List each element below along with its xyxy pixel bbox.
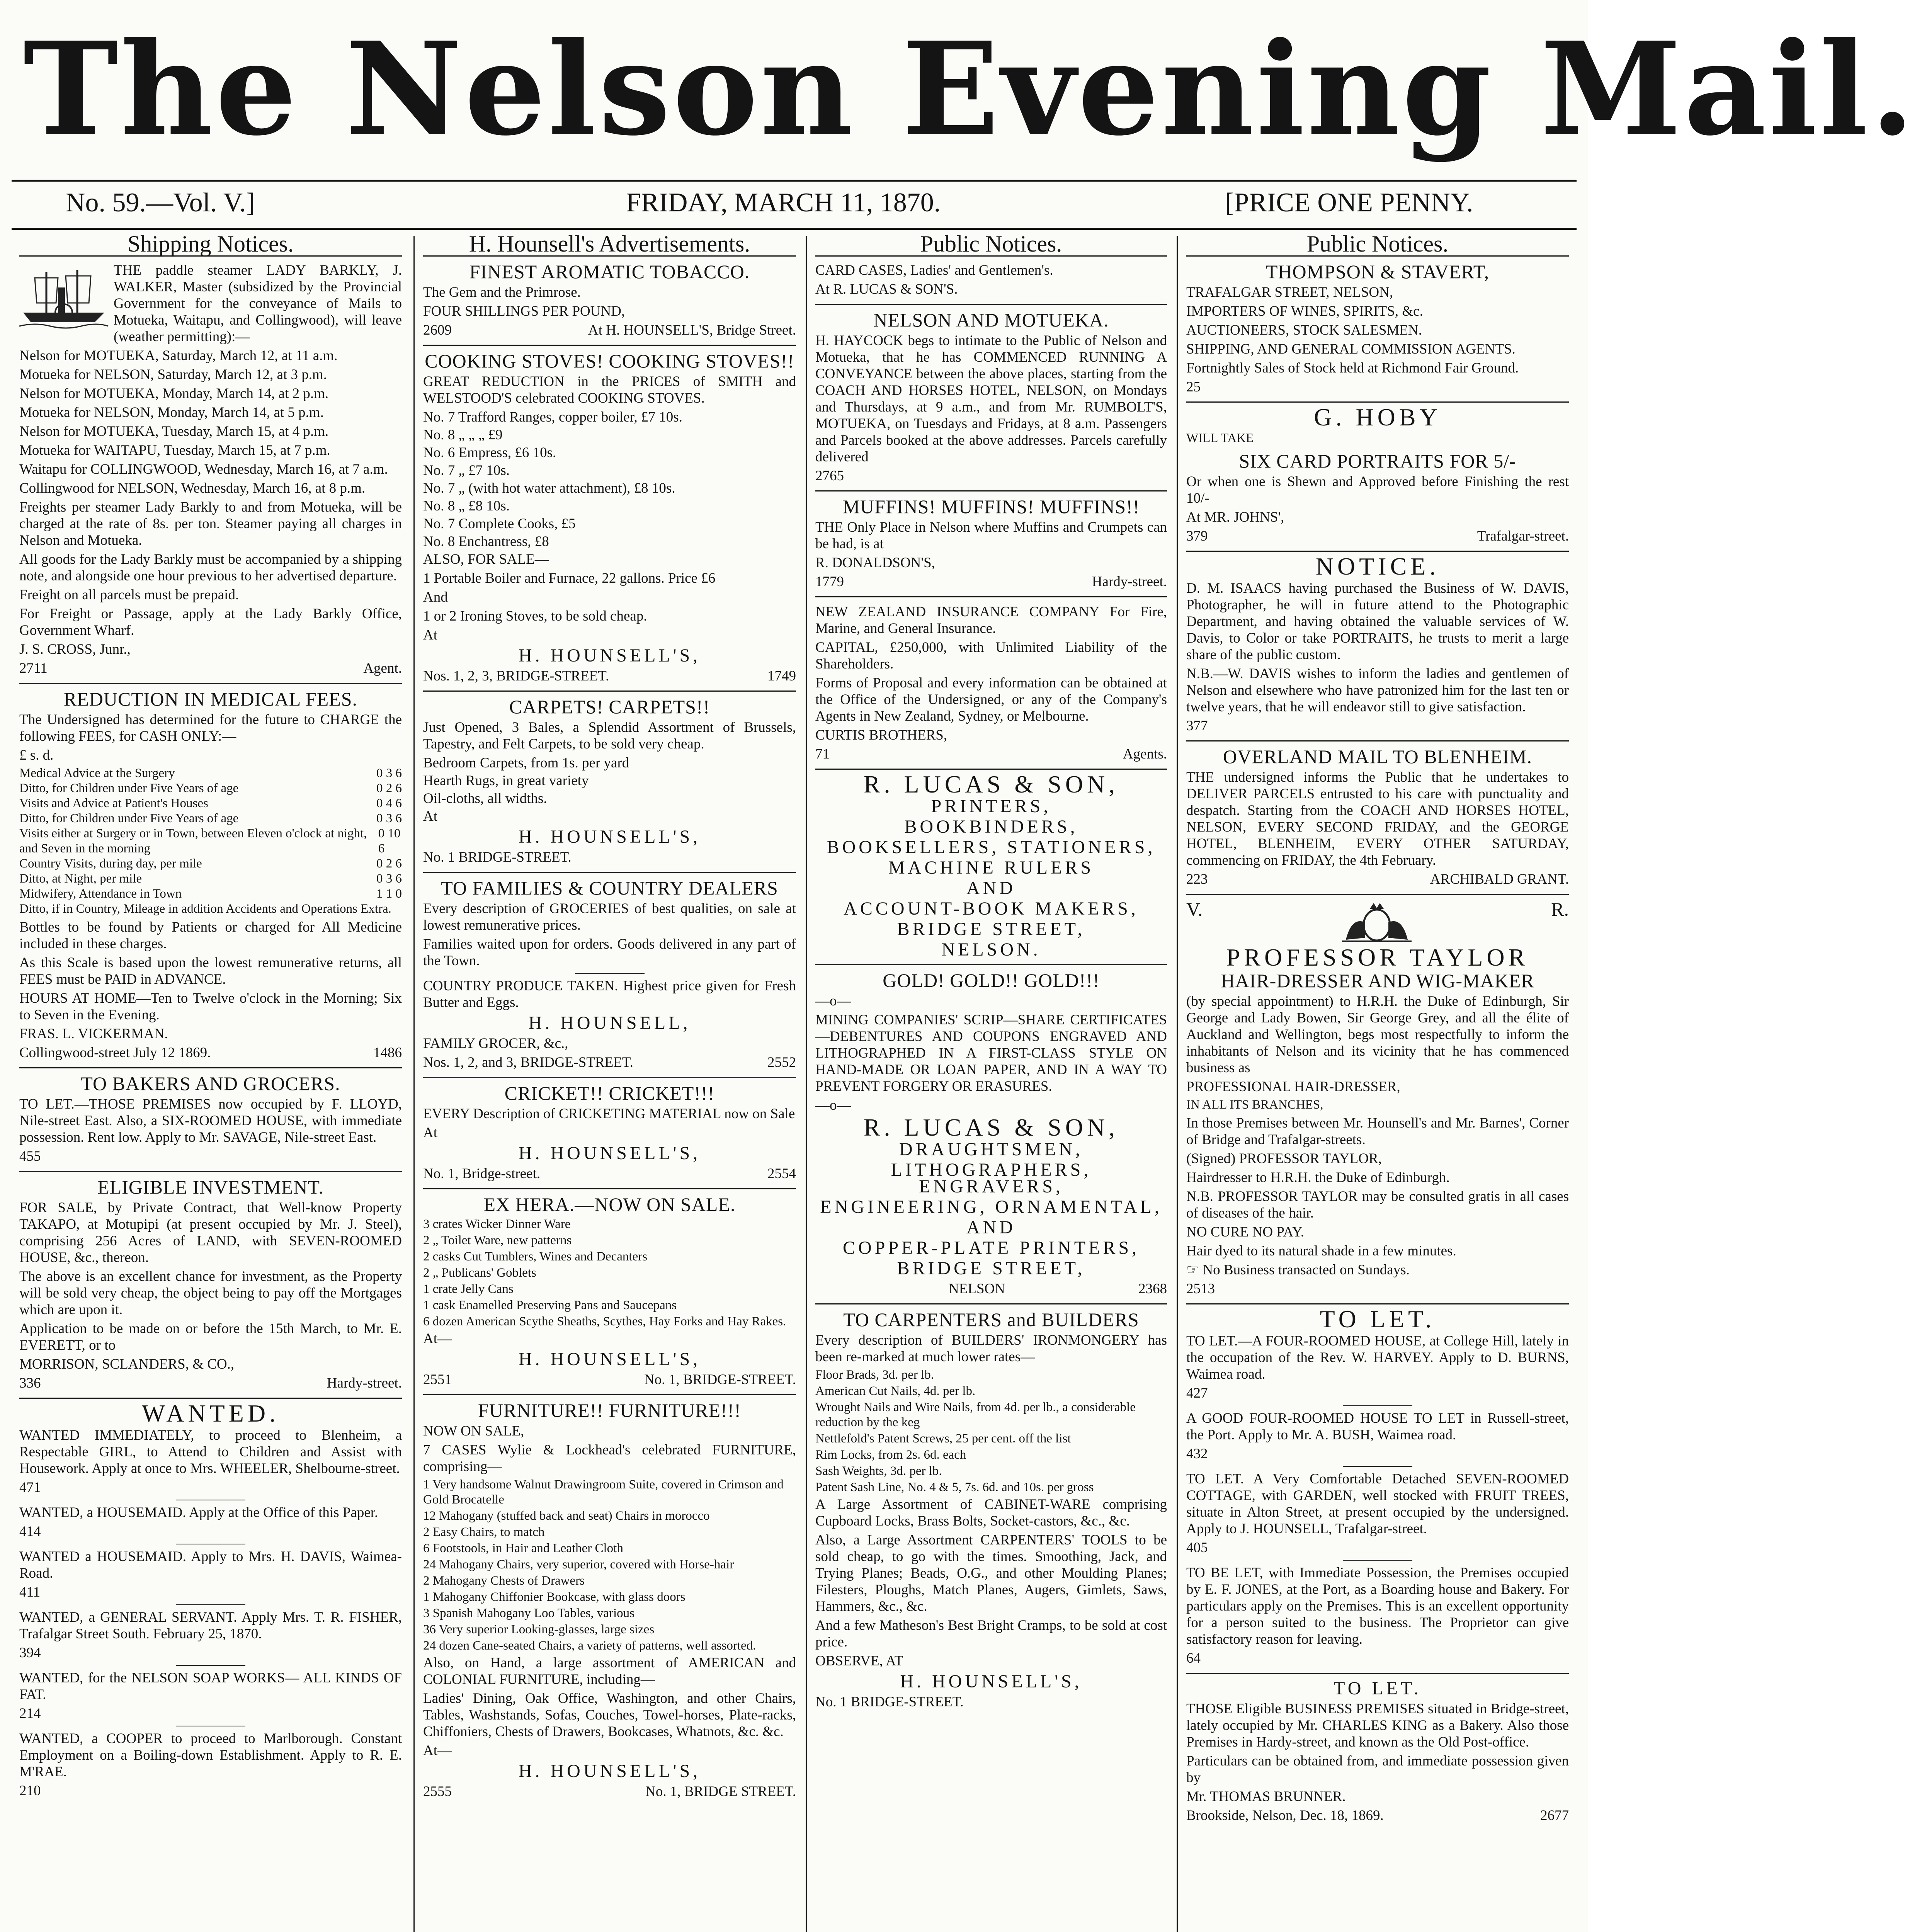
divider	[815, 490, 1167, 492]
divider	[815, 596, 1167, 597]
hera-item: 1 crate Jelly Cans	[423, 1282, 514, 1296]
stoves-intro: GREAT REDUCTION in the PRICES of SMITH and WELSTOOD'S celebrated COOKING STOVES.	[423, 374, 796, 406]
stove-item: No. 8 „ £8 10s.	[423, 498, 510, 514]
grocer-name: H. HOUNSELL,	[528, 1013, 691, 1033]
taylor-signed: (Signed) PROFESSOR TAYLOR,	[1186, 1151, 1382, 1167]
fees-bottles: Bottles to be found by Patients or charged for All Medicine included in these charges.	[19, 919, 402, 952]
royal-arms-icon	[1334, 901, 1419, 944]
lucas-name: R. LUCAS & SON,	[863, 1114, 1119, 1141]
carpets-address: No. 1 BRIDGE-STREET.	[423, 849, 572, 865]
ad-number: 2552	[767, 1054, 796, 1070]
investment-address: Hardy-street.	[327, 1375, 402, 1391]
divider	[1186, 740, 1569, 742]
divider	[815, 304, 1167, 305]
lucas-line: BRIDGE STREET,	[897, 919, 1085, 939]
tobacco-address: At H. HOUNSELL'S, Bridge Street.	[588, 322, 796, 338]
ironmongery-item: Patent Sash Line, No. 4 & 5, 7s. 6d. and 10s. per gross	[815, 1480, 1094, 1494]
brunner-date: Brookside, Nelson, Dec. 18, 1869.	[1186, 1808, 1384, 1823]
cards-signature: At R. LUCAS & SON'S.	[815, 281, 958, 297]
issue-date: FRIDAY, MARCH 11, 1870.	[626, 188, 941, 218]
divider	[575, 973, 645, 974]
hounsell-name: H. HOUNSELL'S,	[518, 1143, 701, 1163]
sailing-item: Motueka for NELSON, Saturday, March 12, at 3 p.m.	[19, 367, 327, 383]
divider	[423, 872, 796, 873]
divider	[1343, 1466, 1412, 1467]
lucas-line: PRINTERS,	[931, 796, 1051, 816]
divider	[815, 964, 1167, 965]
fees-scale: As this Scale is based upon the lowest remunerative returns, all FEES must be PAID in ADVANCE.	[19, 955, 402, 987]
stoves-irons: 1 or 2 Ironing Stoves, to be sold cheap.	[423, 608, 647, 624]
ad-number: 336	[19, 1375, 41, 1391]
divider	[815, 1303, 1167, 1304]
taylor-subheading: HAIR-DRESSER AND WIG-MAKER	[1221, 970, 1534, 992]
masthead-rule	[12, 180, 1577, 182]
ironmongery-list	[815, 1367, 1167, 1495]
families-text: Every description of GROCERIES of best qualities, on sale at lowest remunerative prices.	[423, 901, 796, 933]
stove-item: No. 7 „ £7 10s.	[423, 463, 510, 478]
hoby-heading: G. HOBY	[1314, 403, 1441, 431]
divider	[1343, 1405, 1412, 1406]
stove-item: No. 8 „ „ „ £9	[423, 427, 503, 443]
column-header: H. Hounsell's Advertisements.	[423, 236, 796, 257]
sailing-item: Motueka for WAITAPU, Tuesday, March 15, at 7 p.m.	[19, 442, 330, 458]
ad-number: 411	[19, 1584, 41, 1600]
divider	[423, 1394, 796, 1395]
hounsell-name: H. HOUNSELL'S,	[518, 827, 701, 847]
furniture-heading: FURNITURE!! FURNITURE!!!	[478, 1400, 741, 1421]
carpenters-cramps: And a few Matheson's Best Bright Cramps, to be sold at cost price.	[815, 1617, 1167, 1650]
families-heading: TO FAMILIES & COUNTRY DEALERS	[441, 877, 778, 899]
ironmongery-item: Floor Brads, 3d. per lb.	[815, 1368, 934, 1382]
carpenters-tools: Also, a Large Assortment CARPENTERS' TOOLS to be sold cheap, to go with the times. Smoothing, Jack, and Trying Planes; Beads, O.G., and other Moulding Planes; Filesters, Ploughs, Match Planes, Augers, Gimlets, Saws, Hammers, &c., &c.	[815, 1532, 1167, 1614]
fee-row: Medical Advice at the Surgery 0 3 6	[19, 766, 402, 780]
sailing-item: Nelson for MOTUEKA, Monday, March 14, at 2 p.m.	[19, 386, 329, 401]
lucas-line: AND	[966, 878, 1016, 898]
hera-item: 2 „ Toilet Ware, new patterns	[423, 1233, 572, 1247]
fee-row: Ditto, at Night, per mile 0 3 6	[19, 872, 402, 886]
muffins-signature: R. DONALDSON'S,	[815, 555, 935, 571]
to-let-ad: THOSE Eligible BUSINESS PREMISES situated in Bridge-street, lately occupied by Mr. CHARLES KING as a Bakery. Also those Premises in Hardy-street, and known as the Old Post-office.	[1186, 1701, 1569, 1750]
to-let-heading: TO LET.	[1320, 1305, 1436, 1333]
ad-number: 2609	[423, 322, 452, 338]
ad-number: 379	[1186, 528, 1208, 544]
insurance-text: Forms of Proposal and every information can be obtained at the Office of the Undersigned, or any of the Company's Agents in New Zealand, Sydney, or Melbourne.	[815, 675, 1167, 724]
carpenters-address: No. 1 BRIDGE-STREET.	[815, 1694, 964, 1710]
ironmongery-item: Nettlefold's Patent Screws, 25 per cent. off the list	[815, 1432, 1071, 1446]
fees-date: Collingwood-street July 12 1869.	[19, 1045, 211, 1061]
divider	[423, 345, 796, 346]
ad-number: 2551	[423, 1372, 452, 1388]
hera-heading: EX HERA.—NOW ON SALE.	[483, 1194, 736, 1215]
ts-importers: IMPORTERS OF WINES, SPIRITS, &c.	[1186, 303, 1423, 319]
divider	[19, 1398, 402, 1399]
observe-label: OBSERVE, AT	[815, 1653, 903, 1669]
ad-number: 223	[1186, 871, 1208, 887]
taylor-title: Hairdresser to H.R.H. the Duke of Edinburgh.	[1186, 1170, 1450, 1185]
hounsell-name: H. HOUNSELL'S,	[518, 1349, 701, 1369]
lucas-line: COPPER-PLATE PRINTERS,	[842, 1238, 1140, 1258]
lucas-line: BOOKSELLERS, STATIONERS,	[827, 837, 1156, 857]
stoves-heading: COOKING STOVES! COOKING STOVES!!	[425, 350, 794, 372]
divider	[1186, 551, 1569, 552]
furniture-address: No. 1, BRIDGE STREET.	[645, 1784, 796, 1799]
newspaper-title: The Nelson Evening Mail.	[23, 14, 1917, 164]
ironmongery-item: Wrought Nails and Wire Nails, from 4d. per lb., a considerable reduction by the keg	[815, 1400, 1136, 1429]
lucas-line: BRIDGE STREET,	[897, 1258, 1085, 1279]
column-separator	[1177, 236, 1178, 1932]
to-let-ad: TO LET. A Very Comfortable Detached SEVEN-ROOMED COTTAGE, with GARDEN, well stocked with FRUIT TREES, situate in Alton Street, at present occupied by the undersigned. Apply to J. HOUNSELL, Trafalgar-street.	[1186, 1471, 1569, 1537]
at-label: At	[423, 808, 437, 824]
lucas-line: ACCOUNT-BOOK MAKERS,	[844, 898, 1139, 919]
at-label: At—	[423, 1331, 452, 1347]
insurance-heading: NEW ZEALAND INSURANCE COMPANY For Fire, Marine, and General Insurance.	[815, 604, 1167, 636]
ornament: —o—	[815, 993, 851, 1009]
furniture-item: 2 Mahogany Chests of Drawers	[423, 1574, 585, 1588]
royal-arms-row	[1186, 898, 1569, 944]
investment-text: The above is an excellent chance for investment, as the Property will be sold very cheap, the object being to pay off the Mortgages which are upon it.	[19, 1269, 402, 1318]
to-let-ad: Particulars can be obtained from, and immediate possession given by	[1186, 1753, 1569, 1786]
overland-heading: OVERLAND MAIL TO BLENHEIM.	[1223, 746, 1533, 767]
ad-number: 432	[1186, 1446, 1208, 1462]
taylor-text: (by special appointment) to H.R.H. the Duke of Edinburgh, Sir George and Lady Bowen, Sir George Grey, and all the élite of Auckland and Wellington, begs most respectfully to inform the inhabitants of Nelson and its vicinity that he has commenced business as	[1186, 993, 1569, 1076]
tobacco-sub: The Gem and the Primrose.	[423, 284, 581, 300]
divider	[1186, 894, 1569, 895]
vr-r: R.	[1551, 898, 1569, 920]
ts-sales: Fortnightly Sales of Stock held at Richmond Fair Ground.	[1186, 360, 1519, 376]
fee-row: Ditto, for Children under Five Years of age 0 2 6	[19, 781, 402, 795]
ad-number: 2711	[19, 660, 48, 676]
stove-item: No. 8 Enchantress, £8	[423, 534, 549, 549]
vr-v: V.	[1186, 898, 1203, 920]
fees-extra: Ditto, if in Country, Mileage in addition Accidents and Operations Extra.	[19, 902, 391, 916]
fee-row: Visits either at Surgery or in Town, between Eleven o'clock at night, and Seven in the morning 0 10 6	[19, 827, 401, 855]
at-label: At	[423, 1125, 437, 1141]
furniture-also: Also, on Hand, a large assortment of AMERICAN and COLONIAL FURNITURE, including—	[423, 1655, 796, 1687]
column-hounsell	[423, 231, 796, 1932]
ad-number: 2677	[1540, 1808, 1569, 1823]
investment-heading: ELIGIBLE INVESTMENT.	[97, 1176, 324, 1198]
investment-text: FOR SALE, by Private Contract, that Well-know Property TAKAPO, at Motupipi (at present occupied by Mr. J. Steel), comprising 256 Acres of LAND, with SEVEN-ROOMED HOUSE, &c., thereon.	[19, 1200, 402, 1265]
sailing-list	[19, 347, 402, 497]
column-header: Public Notices.	[815, 236, 1167, 257]
taylor-dyed: Hair dyed to its natural shade in a few minutes.	[1186, 1243, 1456, 1259]
column-header: Shipping Notices.	[19, 236, 402, 257]
furniture-item: 1 Very handsome Walnut Drawingroom Suite, covered in Crimson and Gold Brocatelle	[423, 1478, 784, 1507]
furniture-item: 6 Footstools, in Hair and Leather Cloth	[423, 1541, 623, 1555]
hera-item: 1 cask Enamelled Preserving Pans and Saucepans	[423, 1298, 677, 1312]
column-separator	[413, 236, 415, 1932]
investment-signature: MORRISON, SCLANDERS, & CO.,	[19, 1356, 235, 1372]
carpenters-intro: Every description of BUILDERS' IRONMONGERY has been re-marked at much lower rates—	[815, 1332, 1167, 1365]
ad-number: 2765	[815, 468, 844, 484]
stoves-address: Nos. 1, 2, 3, BRIDGE-STREET.	[423, 668, 609, 684]
to-let-ad: TO BE LET, with Immediate Possession, the Premises occupied by E. F. JONES, at the Port, as a Boarding house and Bakery. For particulars apply on the Premises. This is an excellent opportunity for a person suited to the business. The Proprietor can give satisfactory reason for leaving.	[1186, 1565, 1569, 1647]
ad-number: 394	[19, 1645, 41, 1661]
stoves-also-text: 1 Portable Boiler and Furnace, 22 gallons. Price £6	[423, 570, 716, 586]
lucas-city: NELSON	[949, 1281, 1005, 1297]
fees-intro: The Undersigned has determined for the future to CHARGE the following FEES, for CASH ONLY:—	[19, 712, 402, 744]
divider	[815, 769, 1167, 770]
lucas-name: R. LUCAS & SON,	[863, 770, 1119, 798]
sailing-item: Nelson for MOTUEKA, Tuesday, March 15, at 4 p.m.	[19, 423, 329, 439]
freight-text: Freight on all parcels must be prepaid.	[19, 587, 239, 603]
stove-item: No. 7 Complete Cooks, £5	[423, 516, 576, 532]
furniture-also: Ladies' Dining, Oak Office, Washington, and other Chairs, Tables, Washstands, Sofas, Couches, Towel-horses, Plate-racks, Chiffoniers, Chests of Drawers, Bookcases, Whatnots, &c. &c.	[423, 1690, 796, 1740]
sailing-item: Motueka for NELSON, Monday, March 14, at 5 p.m.	[19, 405, 324, 420]
taylor-profession: PROFESSIONAL HAIR-DRESSER,	[1186, 1079, 1400, 1095]
furniture-item: 12 Mahogany (stuffed back and seat) Chairs in morocco	[423, 1509, 710, 1523]
wanted-ad: WANTED a HOUSEMAID. Apply to Mrs. H. DAVIS, Waimea-Road.	[19, 1549, 402, 1581]
taylor-branches: IN ALL ITS BRANCHES,	[1186, 1098, 1323, 1112]
dateline-rule	[12, 228, 1577, 230]
lucas-line: BOOKBINDERS,	[904, 816, 1078, 837]
ad-number: 210	[19, 1783, 41, 1799]
carpet-item: Bedroom Carpets, from 1s. per yard	[423, 755, 629, 771]
ornament: —o—	[815, 1097, 851, 1113]
freight-text: All goods for the Lady Barkly must be accompanied by a shipping note, and alongside one hour previous to her advertised departure.	[19, 551, 402, 584]
furniture-item: 3 Spanish Mahogany Loo Tables, various	[423, 1606, 635, 1620]
hoby-text: Or when one is Shewn and Approved before Finishing the rest 10/-	[1186, 474, 1569, 506]
ts-address: TRAFALGAR STREET, NELSON,	[1186, 284, 1393, 300]
stoves-list	[423, 409, 796, 550]
gold-heading: GOLD! GOLD!! GOLD!!!	[883, 969, 1100, 991]
lucas-line: NELSON.	[941, 939, 1041, 960]
masthead	[23, 8, 1917, 178]
divider	[176, 1604, 245, 1605]
stoves-also: ALSO, FOR SALE—	[423, 551, 549, 567]
overland-signature: ARCHIBALD GRANT.	[1430, 871, 1569, 887]
hounsell-name: H. HOUNSELL'S,	[518, 645, 701, 666]
wanted-ad: WANTED IMMEDIATELY, to proceed to Blenheim, a Respectable GIRL, to Attend to Children and Assist with Housework. Apply at once to Mrs. WHEELER, Shelbourne-street.	[19, 1427, 402, 1476]
cricket-address: No. 1, Bridge-street.	[423, 1166, 541, 1182]
hera-address: No. 1, BRIDGE-STREET.	[644, 1372, 796, 1388]
gold-text: MINING COMPANIES' SCRIP—SHARE CERTIFICATES—DEBENTURES AND COUPONS ENGRAVED AND LITHOGRAPHED IN A FIRST-CLASS STYLE ON HAND-MADE OR LOAN PAPER, AND IN A WAY TO PREVENT FORGERY OR ERASURES.	[815, 1012, 1167, 1094]
conveyance-text: H. HAYCOCK begs to intimate to the Public of Nelson and Motueka, that he has COMMENCED RUNNING A CONVEYANCE between the above places, starting from the COACH AND HORSES HOTEL, NELSON, on Mondays and Thursdays, at 9 a.m., and from Mr. RUMBOLT'S, MOTUEKA, on Tuesdays and Fridays, at 8 a.m. Passengers and Parcels booked at the above addresses. Parcels carefully delivered	[815, 333, 1167, 465]
sailing-item: Waitapu for COLLINGWOOD, Wednesday, March 16, at 7 a.m.	[19, 461, 388, 477]
stove-item: No. 6 Empress, £6 10s.	[423, 445, 556, 461]
grocer-title: FAMILY GROCER, &c.,	[423, 1036, 568, 1051]
agent-label: Agent.	[363, 660, 402, 676]
agents-label: Agents.	[1123, 746, 1167, 762]
brunner-signature: Mr. THOMAS BRUNNER.	[1186, 1789, 1346, 1804]
issue-price: [PRICE ONE PENNY.	[1225, 188, 1473, 218]
dateline	[23, 187, 1565, 222]
cabinet-ware: A Large Assortment of CABINET-WARE comprising Cupboard Locks, Brass Bolts, Socket-castors, &c., &c.	[815, 1497, 1167, 1529]
divider	[1186, 1673, 1569, 1674]
sailing-item: Nelson for MOTUEKA, Saturday, March 12, at 11 a.m.	[19, 348, 338, 364]
carpets-text: Just Opened, 3 Bales, a Splendid Assortment of Brussels, Tapestry, and Felt Carpets, to be sold very cheap.	[423, 719, 796, 752]
ironmongery-item: American Cut Nails, 4d. per lb.	[815, 1384, 976, 1398]
conveyance-heading: NELSON AND MOTUEKA.	[873, 309, 1109, 331]
furniture-item: 2 Easy Chairs, to match	[423, 1525, 545, 1539]
ad-number: 1749	[767, 668, 796, 684]
sailing-item: Collingwood for NELSON, Wednesday, March 16, at 8 p.m.	[19, 480, 366, 496]
insurance-capital: CAPITAL, £250,000, with Unlimited Liability of the Shareholders.	[815, 639, 1167, 672]
isaacs-text: D. M. ISAACS having purchased the Business of W. DAVIS, Photographer, he will in future attend to the Photographic Department, and having obtained the valuable services of W. Davis, to Color or take PORTRAITS, he trusts to merit a large share of the public custom.	[1186, 580, 1569, 663]
insurance-signature: CURTIS BROTHERS,	[815, 727, 947, 743]
fees-currency-header: £ s. d.	[19, 747, 54, 763]
cards-text: CARD CASES, Ladies' and Gentlemen's.	[815, 262, 1053, 278]
hoby-at: At MR. JOHNS',	[1186, 509, 1284, 525]
ad-number: 405	[1186, 1540, 1208, 1556]
hera-list	[423, 1217, 796, 1329]
carpets-list	[423, 755, 796, 807]
ts-auctioneers: AUCTIONEERS, STOCK SALESMEN.	[1186, 322, 1422, 338]
divider	[423, 1077, 796, 1078]
hera-item: 2 „ Publicans' Goblets	[423, 1266, 536, 1280]
carpet-item: Oil-cloths, all widths.	[423, 791, 547, 806]
ts-heading: THOMPSON & STAVERT,	[1266, 261, 1490, 282]
steamer-icon	[19, 264, 108, 330]
grocer-address: Nos. 1, 2, and 3, BRIDGE-STREET.	[423, 1054, 633, 1070]
fees-signature: FRAS. L. VICKERMAN.	[19, 1026, 168, 1042]
divider	[1186, 401, 1569, 403]
ad-number: 2554	[767, 1166, 796, 1182]
lucas-line: DRAUGHTSMEN,	[899, 1139, 1083, 1160]
carpet-item: Hearth Rugs, in great variety	[423, 773, 589, 789]
column-public-notices-1	[815, 231, 1167, 1932]
divider	[1186, 1303, 1569, 1304]
divider	[19, 1067, 402, 1068]
fee-row: Country Visits, during day, per mile 0 2 6	[19, 857, 402, 871]
steamer-signature: J. S. CROSS, Junr.,	[19, 641, 131, 657]
furniture-item: 24 Mahogany Chairs, very superior, covered with Horse-hair	[423, 1558, 734, 1571]
issue-number: No. 59.—Vol. V.]	[66, 188, 255, 218]
carpets-heading: CARPETS! CARPETS!!	[509, 696, 710, 718]
freight-text: For Freight or Passage, apply at the Lady Barkly Office, Government Wharf.	[19, 606, 402, 638]
fees-table	[19, 766, 402, 901]
ad-number: 471	[19, 1480, 41, 1495]
divider	[1343, 1560, 1412, 1561]
stove-item: No. 7 „ (with hot water attachment), £8 10s.	[423, 480, 675, 496]
divider	[423, 1188, 796, 1189]
muffins-text: THE Only Place in Nelson where Muffins and Crumpets can be had, is at	[815, 519, 1167, 552]
ironmongery-item: Rim Locks, from 2s. 6d. each	[815, 1448, 966, 1462]
tobacco-price: FOUR SHILLINGS PER POUND,	[423, 303, 625, 319]
ad-number: 427	[1186, 1385, 1208, 1401]
lucas-line: AND	[966, 1217, 1016, 1238]
to-let-ad: A GOOD FOUR-ROOMED HOUSE TO LET in Russell-street, the Port. Apply to Mr. A. BUSH, Waimea road.	[1186, 1410, 1569, 1443]
column-header: Public Notices.	[1186, 236, 1569, 257]
hera-item: 3 crates Wicker Dinner Ware	[423, 1217, 571, 1231]
at-label: At	[423, 627, 437, 643]
divider	[19, 1171, 402, 1172]
davis-text: N.B.—W. DAVIS wishes to inform the ladies and gentlemen of Nelson and elsewhere who have patronized him for the last ten or twelve years, that he will endeavor still to give satisfaction.	[1186, 666, 1569, 715]
overland-text: THE undersigned informs the Public that he undertakes to DELIVER PARCELS entrusted to his care with punctuality and despatch. Starting from the COACH AND HORSES HOTEL, NELSON, EVERY SECOND FRIDAY, and the GEORGE HOTEL, BLENHEIM, EVERY OTHER SATURDAY, commencing on FRIDAY, the 4th February.	[1186, 769, 1569, 868]
families-text: Families waited upon for orders. Goods delivered in any part of the Town.	[423, 936, 796, 969]
to-let-ad: TO LET.—A FOUR-ROOMED HOUSE, at College Hill, lately in the occupation of the Rev. W. HARVEY. Apply to D. BURNS, Waimea road.	[1186, 1333, 1569, 1382]
wanted-heading: WANTED.	[141, 1400, 280, 1427]
ad-number: 2368	[1138, 1281, 1167, 1297]
ironmongery-item: Sash Weights, 3d. per lb.	[815, 1464, 942, 1478]
ad-number: 377	[1186, 718, 1208, 734]
fee-row: Ditto, for Children under Five Years of age 0 3 6	[19, 811, 402, 825]
to-let-heading: TO LET.	[1334, 1678, 1422, 1699]
hoby-will: WILL TAKE	[1186, 431, 1254, 445]
hera-item: 2 casks Cut Tumblers, Wines and Decanters	[423, 1250, 648, 1264]
lucas-line: LITHOGRAPHERS, ENGRAVERS,	[891, 1160, 1092, 1197]
column-separator	[806, 236, 807, 1932]
furniture-item: 1 Mahogany Chiffonier Bookcase, with glass doors	[423, 1590, 685, 1604]
ad-number: 455	[19, 1148, 41, 1164]
taylor-nb: N.B. PROFESSOR TAYLOR may be consulted gratis in all cases of diseases of the hair.	[1186, 1189, 1569, 1221]
fees-heading: REDUCTION IN MEDICAL FEES.	[63, 688, 358, 710]
stove-item: No. 7 Trafford Ranges, copper boiler, £7 10s.	[423, 409, 682, 425]
notice-heading: NOTICE.	[1315, 553, 1440, 580]
bakers-text: TO LET.—THOSE PREMISES now occupied by F. LLOYD, Nile-street East. Also, a SIX-ROOMED HOUSE, with immediate possession. Rent low. Apply to Mr. SAVAGE, Nile-street East.	[19, 1096, 402, 1145]
hounsell-name: H. HOUNSELL'S,	[900, 1671, 1082, 1692]
hoby-offer: SIX CARD PORTRAITS FOR 5/-	[1239, 450, 1516, 472]
hera-item: 6 dozen American Scythe Sheaths, Scythes, Hay Forks and Hay Rakes.	[423, 1315, 786, 1328]
column-public-notices-2	[1186, 231, 1569, 1932]
wanted-ad: WANTED, a GENERAL SERVANT. Apply Mrs. T. R. FISHER, Trafalgar Street South. February 25, 1870.	[19, 1609, 402, 1642]
carpenters-heading: TO CARPENTERS and BUILDERS	[843, 1309, 1139, 1330]
furniture-item: 24 dozen Cane-seated Chairs, a variety of patterns, well assorted.	[423, 1639, 756, 1653]
fee-row: Midwifery, Attendance in Town 1 1 0	[19, 887, 402, 901]
investment-text: Application to be made on or before the 15th March, to Mr. E. EVERETT, or to	[19, 1321, 402, 1353]
ad-number: 2555	[423, 1784, 452, 1799]
wanted-ad: WANTED, a HOUSEMAID. Apply at the Office of this Paper.	[19, 1505, 378, 1520]
furniture-item: 36 Very superior Looking-glasses, large sizes	[423, 1622, 655, 1636]
hoby-address: Trafalgar-street.	[1477, 528, 1569, 544]
wanted-ad: WANTED, for the NELSON SOAP WORKS— ALL KINDS OF FAT.	[19, 1670, 402, 1702]
tobacco-heading: FINEST AROMATIC TOBACCO.	[469, 261, 750, 282]
taylor-cure: NO CURE NO PAY.	[1186, 1224, 1305, 1240]
wanted-ad: WANTED, a COOPER to proceed to Marlborough. Constant Employment on a Boiling-down Establishment. Apply to R. E. M'RAE.	[19, 1731, 402, 1780]
cricket-heading: CRICKET!! CRICKET!!!	[504, 1082, 715, 1104]
furniture-sale: NOW ON SALE,	[423, 1423, 524, 1439]
taylor-sunday: ☞ No Business transacted on Sundays.	[1186, 1262, 1410, 1278]
ad-number: 2513	[1186, 1281, 1215, 1297]
divider	[423, 690, 796, 692]
lucas-line: ENGINEERING, ORNAMENTAL,	[820, 1197, 1162, 1217]
ad-number: 1779	[815, 574, 844, 590]
taylor-heading: PROFESSOR TAYLOR	[1226, 944, 1529, 971]
ad-number: 1486	[373, 1045, 402, 1061]
cricket-text: EVERY Description of CRICKETING MATERIAL now on Sale	[423, 1106, 795, 1122]
fees-hours: HOURS AT HOME—Ten to Twelve o'clock in the Morning; Six to Seven in the Evening.	[19, 990, 402, 1023]
column-shipping	[19, 231, 402, 1932]
ad-number: 214	[19, 1706, 41, 1721]
lucas-line: MACHINE RULERS	[888, 857, 1094, 878]
freight-text: Freights per steamer Lady Barkly to and from Motueka, will be charged at the rate of 8s. per ton. Steamer paying all charges in Nelson and Motueka.	[19, 499, 402, 548]
hounsell-name: H. HOUNSELL'S,	[518, 1761, 701, 1781]
pointing-hand-icon: ☞	[1186, 1262, 1203, 1278]
taylor-premises: In those Premises between Mr. Hounsell's and Mr. Barnes', Corner of Bridge and Trafalgar-streets.	[1186, 1115, 1569, 1148]
ad-number: 64	[1186, 1650, 1201, 1666]
muffins-address: Hardy-street.	[1092, 574, 1167, 590]
ad-number: 71	[815, 746, 830, 762]
fee-row: Visits and Advice at Patient's Houses 0 4 6	[19, 796, 402, 810]
ad-number: 25	[1186, 379, 1201, 395]
stoves-and: And	[423, 589, 448, 605]
steamer-notice: THE paddle steamer LADY BARKLY, J. WALKER, Master (subsidized by the Provincial Government for the conveyance of Mails to Motueka, Waitapu, and Collingwood), will leave (weather permitting):—	[114, 262, 402, 345]
muffins-heading: MUFFINS! MUFFINS! MUFFINS!!	[842, 496, 1140, 517]
divider	[19, 683, 402, 684]
divider	[176, 1665, 245, 1666]
ad-number: 414	[19, 1524, 41, 1539]
bakers-heading: TO BAKERS AND GROCERS.	[81, 1073, 340, 1094]
ts-shipping: SHIPPING, AND GENERAL COMMISSION AGENTS.	[1186, 341, 1516, 357]
furniture-intro: 7 CASES Wylie & Lockhead's celebrated FURNITURE, comprising—	[423, 1442, 796, 1475]
at-label: At—	[423, 1743, 452, 1759]
furniture-list	[423, 1477, 796, 1653]
produce-text: COUNTRY PRODUCE TAKEN. Highest price given for Fresh Butter and Eggs.	[423, 978, 796, 1010]
